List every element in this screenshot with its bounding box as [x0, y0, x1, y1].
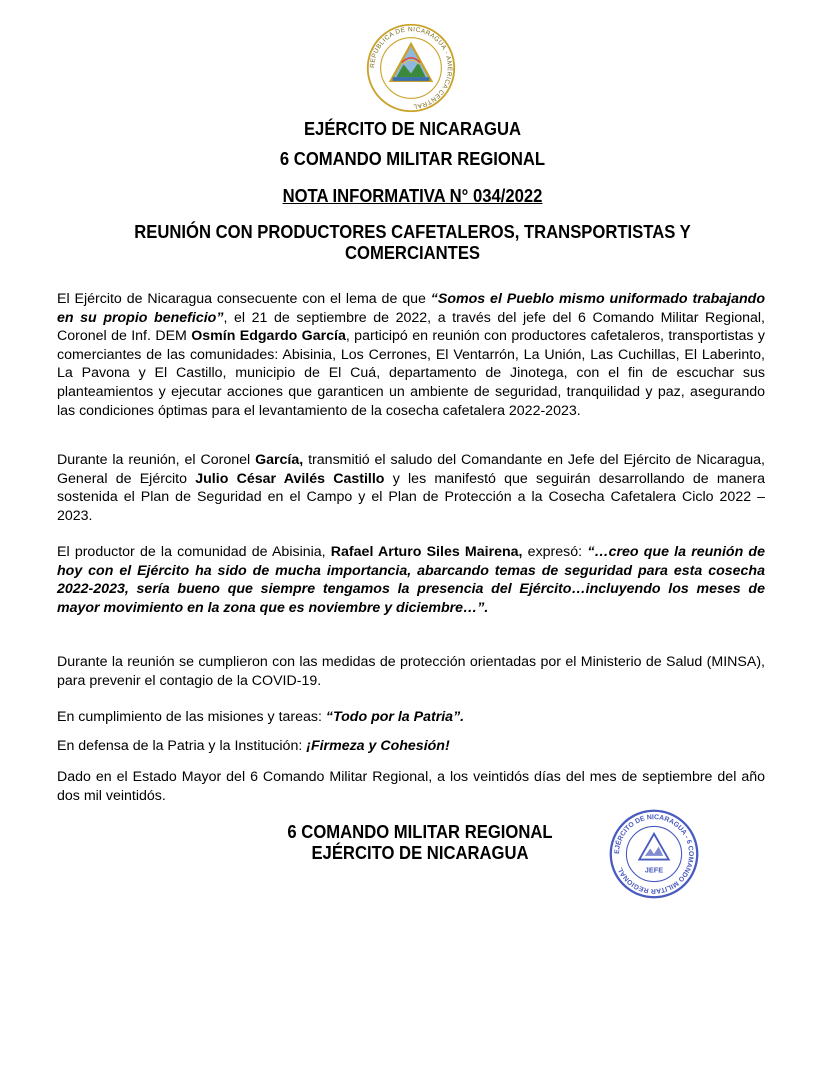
paragraph-closing-date: Dado en el Estado Mayor del 6 Comando Militar Regional, a los veintidós días del mes de septiembre del año dos mil veintidós. — [57, 769, 765, 804]
paragraph-intro: El Ejército de Nicaragua consecuente con el lema de que “Somos el Pueblo mismo uniformado trabajando en su propio beneficio”, el 21 de septiembre de 2022, a través del jefe del 6 Comando Militar Regional, Coronel de Inf. DEM Osmín Edgardo García, participó en reunión con productores cafetaleros, transportistas y comerciantes de las comunidades: Abisinia, Los Cerrones, El Ventarrón, La Unión, Las Cuchillas, El Laberinto, La Pavona y El Castillo, municipio de El Cuá, departamento de Jinotega, con el fin de escuchar sus planteamientos y ejecutar acciones que garanticen un ambiente de seguridad, tranquilidad y paz, asegurando las condiciones óptimas para el levantamiento de la cosecha cafetalera 2022-2023. — [57, 291, 765, 419]
svg-text:EJÉRCITO DE NICARAGUA - 6 COMA: EJÉRCITO DE NICARAGUA - 6 COMANDO MILITAR REGIONAL — [613, 813, 694, 894]
document-title: REUNIÓN CON PRODUCTORES CAFETALEROS, TRANSPORTISTAS Y COMERCIANTES — [134, 221, 691, 263]
paragraph-covid-measures: Durante la reunión se cumplieron con las medidas de protección orientadas por el Ministerio de Salud (MINSA), para prevenir el contagio de la COVID-19. — [57, 654, 765, 689]
paragraph-motto-firmeza: En defensa de la Patria y la Institución: ¡Firmeza y Cohesión! — [57, 738, 450, 754]
header-regional-command: 6 COMANDO MILITAR REGIONAL — [279, 148, 546, 169]
signature-army-name: EJÉRCITO DE NICARAGUA — [311, 842, 529, 863]
nicaragua-coat-of-arms-seal — [365, 22, 457, 114]
stamp-center-label: JEFE — [644, 865, 664, 875]
official-stamp — [608, 808, 700, 900]
signature-regional-command: 6 COMANDO MILITAR REGIONAL — [287, 821, 553, 842]
paragraph-greeting: Durante la reunión, el Coronel García, transmitió el saludo del Comandante en Jefe del Ejército de Nicaragua, General de Ejército Julio César Avilés Castillo y les manifestó que seguirán desarrollando de manera sostenida el Plan de Seguridad en el Campo y el Plan de Protección a la Cosecha Cafetalera Ciclo 2022 – 2023. — [57, 452, 766, 524]
note-number-heading: NOTA INFORMATIVA N° 034/2022 — [282, 185, 543, 206]
paragraph-producer-quote: El productor de la comunidad de Abisinia, Rafael Arturo Siles Mairena, expresó: “…creo que la reunión de hoy con el Ejército ha sido de mucha importancia, abarcando temas de seguridad para esta cosecha 2022-2023, sería bueno que siempre tengamos la presencia del Ejército…incluyendo los meses de mayor movimiento en la zona que es noviembre y diciembre…”. — [57, 544, 765, 616]
svg-text:REPÚBLICA DE NICARAGUA - AMÉRI: REPÚBLICA DE NICARAGUA - AMÉRICA CENTRAL — [369, 26, 453, 110]
header-army-name: EJÉRCITO DE NICARAGUA — [303, 118, 522, 139]
paragraph-motto-patria: En cumplimiento de las misiones y tareas: “Todo por la Patria”. — [57, 709, 465, 725]
